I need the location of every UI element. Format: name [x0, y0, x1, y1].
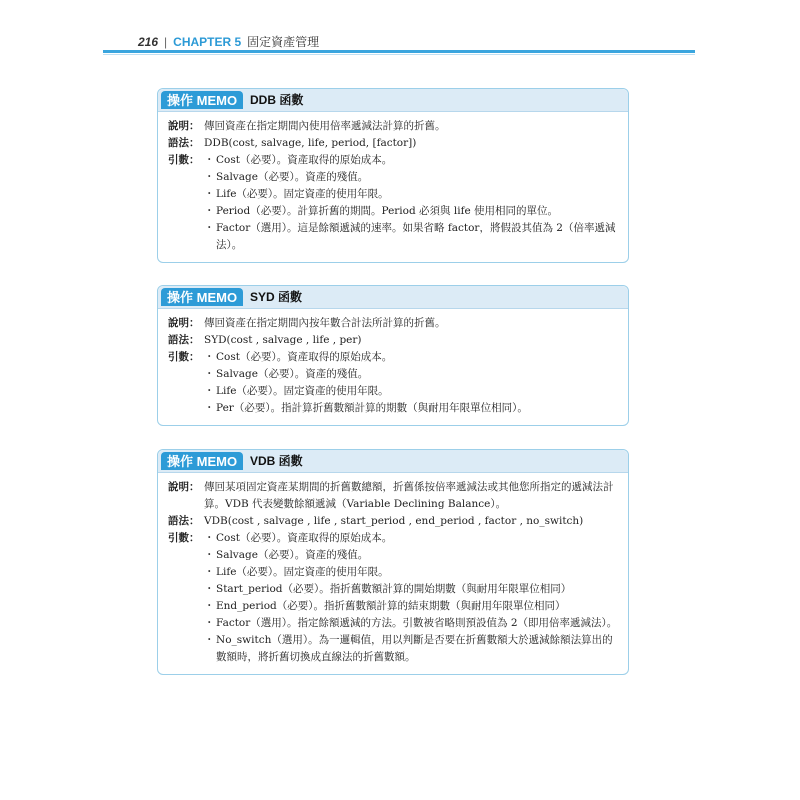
arg-item: ・ Cost（必要）。資產取得的原始成本。 [204, 349, 618, 366]
arg-item: ・ Salvage（必要）。資產的殘值。 [204, 169, 618, 186]
desc-label: 說明： [168, 481, 200, 493]
memo-tab: 操作 MEMO [161, 288, 243, 306]
args-label: 引數： [168, 154, 200, 166]
syntax-label: 語法： [168, 334, 200, 346]
memo-tab: 操作 MEMO [161, 91, 243, 109]
chapter-label: CHAPTER 5 [173, 35, 242, 49]
desc-text: 傳回某項固定資產某期間的折舊數總額，折舊係按倍率遞減法或其他您所指定的遞減法計算。VDB 代表變數餘額遞減（Variable Declining Balance）。 [204, 481, 614, 510]
syntax-label: 語法： [168, 515, 200, 527]
args-list [204, 530, 618, 666]
arg-item: ・ Factor（選用）。這是餘額遞減的速率。如果省略 factor，將假設其值為 2（倍率遞減法）。 [204, 220, 618, 254]
args-row [168, 349, 618, 417]
args-label: 引數： [168, 351, 200, 363]
memo-tab: 操作 MEMO [161, 452, 243, 470]
memo-header [158, 286, 628, 309]
syntax-row [168, 513, 618, 530]
memo-body [158, 309, 628, 425]
memo-header [158, 450, 628, 473]
arg-item: ・ Period（必要）。計算折舊的期間。Period 必須與 life 使用相同的單位。 [204, 203, 618, 220]
header-rule-thin [103, 54, 695, 55]
args-list [204, 349, 618, 417]
arg-item: ・ Life（必要）。固定資產的使用年限。 [204, 383, 618, 400]
desc-label: 說明： [168, 120, 200, 132]
syntax-row [168, 332, 618, 349]
args-label: 引數： [168, 532, 200, 544]
arg-item: ・ Life（必要）。固定資產的使用年限。 [204, 186, 618, 203]
arg-item: ・ Salvage（必要）。資產的殘值。 [204, 366, 618, 383]
arg-item: ・ Factor（選用）。指定餘額遞減的方法。引數被省略則預設值為 2（即用倍率遞減法）。 [204, 615, 618, 632]
args-row [168, 530, 618, 666]
args-list [204, 152, 618, 254]
syntax-text: VDB(cost , salvage , life , start_period , end_period , factor , no_switch) [204, 515, 584, 527]
memo-body [158, 473, 628, 674]
arg-item: ・ No_switch（選用）。為一邏輯值，用以判斷是否要在折舊數額大於遞減餘額法算出的數額時，將折舊切換成直線法的折舊數額。 [204, 632, 618, 666]
syntax-label: 語法： [168, 137, 200, 149]
chapter-title: 固定資產管理 [247, 35, 320, 49]
header-divider: | [164, 35, 168, 49]
arg-item: ・ Per（必要）。指計算折舊數額計算的期數（與耐用年限單位相同）。 [204, 400, 618, 417]
memo-title: DDB 函數 [250, 93, 304, 107]
memo-box-vdb [157, 449, 629, 675]
syntax-text: SYD(cost , salvage , life , per) [204, 334, 362, 346]
page-number: 216 [138, 35, 159, 49]
memo-title: SYD 函數 [250, 290, 303, 304]
desc-label: 說明： [168, 317, 200, 329]
syntax-text: DDB(cost, salvage, life, period, [factor]) [204, 137, 417, 149]
arg-item: ・ Start_period（必要）。指折舊數額計算的開始期數（與耐用年限單位相同） [204, 581, 618, 598]
page-header [138, 33, 319, 50]
header-rule [103, 50, 695, 53]
memo-box-syd [157, 285, 629, 426]
arg-item: ・ End_period（必要）。指折舊數額計算的結束期數（與耐用年限單位相同） [204, 598, 618, 615]
desc-text: 傳回資產在指定期間內使用倍率遞減法計算的折舊。 [204, 120, 446, 132]
arg-item: ・ Cost（必要）。資產取得的原始成本。 [204, 152, 618, 169]
desc-text: 傳回資產在指定期間內按年數合計法所計算的折舊。 [204, 317, 446, 329]
memo-box-ddb [157, 88, 629, 263]
arg-item: ・ Salvage（必要）。資產的殘值。 [204, 547, 618, 564]
desc-row [168, 315, 618, 332]
args-row [168, 152, 618, 254]
memo-title: VDB 函數 [250, 454, 303, 468]
syntax-row [168, 135, 618, 152]
memo-body [158, 112, 628, 262]
arg-item: ・ Cost（必要）。資產取得的原始成本。 [204, 530, 618, 547]
memo-header [158, 89, 628, 112]
desc-row [168, 118, 618, 135]
arg-item: ・ Life（必要）。固定資產的使用年限。 [204, 564, 618, 581]
desc-row [168, 479, 618, 513]
